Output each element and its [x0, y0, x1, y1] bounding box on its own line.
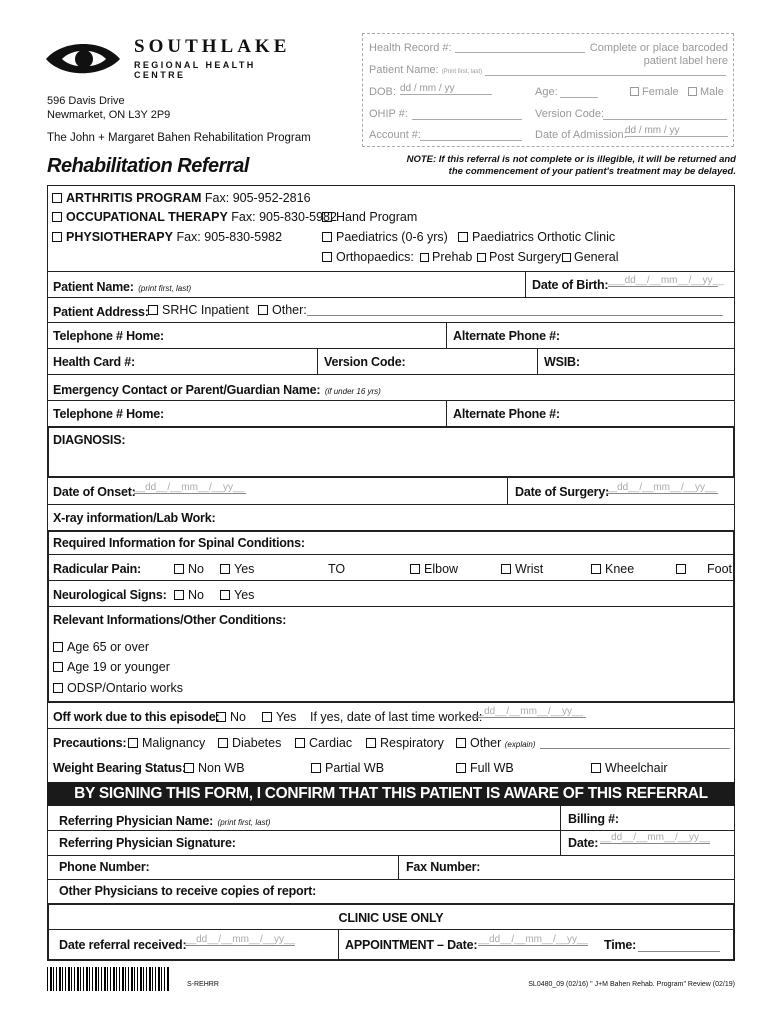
received-label: Date referral received: — [59, 938, 187, 952]
srhc-inpatient-option[interactable] — [148, 303, 249, 317]
billing-label: Billing #: — [568, 812, 619, 826]
label-female[interactable] — [630, 86, 679, 98]
respiratory-checkbox[interactable] — [366, 738, 376, 748]
paeds-program[interactable] — [322, 230, 448, 244]
emergency-hint: (if under 16 yrs) — [324, 387, 381, 396]
paeds-checkbox[interactable] — [322, 232, 332, 242]
partialwb-checkbox[interactable] — [311, 763, 321, 773]
paeds-orthotic-checkbox[interactable] — [458, 232, 468, 242]
age65-checkbox[interactable] — [53, 642, 63, 652]
label-female-text: Female — [642, 86, 679, 98]
other-physicians-label: Other Physicians to receive copies of report: — [59, 884, 317, 898]
label-account-line — [420, 140, 522, 141]
divider — [47, 271, 735, 272]
divider — [49, 606, 733, 607]
barcode-icon — [47, 967, 169, 991]
partialwb-option[interactable] — [311, 761, 384, 775]
divider — [47, 879, 735, 880]
label-admission: Date of Admission: — [535, 129, 627, 141]
other-address-label: Other: — [272, 303, 307, 317]
clinic-title: CLINIC USE ONLY — [338, 911, 444, 925]
alt-phone2-label: Alternate Phone #: — [453, 407, 560, 421]
offwork-yes-label: Yes — [276, 710, 297, 724]
radicular-no-checkbox[interactable] — [174, 564, 184, 574]
ifyes-label: If yes, date of last time worked: — [310, 710, 483, 724]
diabetes-label: Diabetes — [232, 736, 282, 750]
label-ohip: OHIP #: — [369, 108, 408, 120]
neuro-no-checkbox[interactable] — [174, 590, 184, 600]
dob-label: Date of Birth: — [532, 278, 609, 292]
label-patient-name — [369, 64, 482, 76]
other-address-option[interactable] — [258, 303, 307, 317]
hand-checkbox[interactable] — [322, 212, 332, 222]
to-label: TO — [328, 562, 346, 576]
surgery-field[interactable]: __dd__/__mm__/__yy__ — [606, 482, 717, 493]
alt-phone-label: Alternate Phone #: — [453, 329, 560, 343]
label-male[interactable] — [688, 86, 724, 98]
fullwb-label: Full WB — [470, 761, 514, 775]
ortho-label: Orthopaedics: — [336, 250, 414, 264]
odsp-option[interactable] — [53, 681, 183, 695]
logo-name-bottom: REGIONAL HEALTH CENTRE — [134, 60, 256, 80]
paeds-orthotic-label: Paediatrics Orthotic Clinic — [472, 230, 616, 244]
offwork-no[interactable] — [216, 710, 246, 724]
label-account: Account #: — [369, 129, 421, 141]
label-version: Version Code: — [535, 108, 605, 120]
address-block — [47, 94, 170, 122]
general-checkbox[interactable] — [562, 253, 571, 262]
address-line1: 596 Davis Drive — [47, 95, 125, 107]
age19-label: Age 19 or younger — [67, 660, 170, 674]
version-code-label: Version Code: — [324, 355, 406, 369]
post-surgery-option[interactable] — [477, 250, 561, 264]
time-field[interactable] — [638, 951, 720, 952]
fullwb-checkbox[interactable] — [456, 763, 466, 773]
health-record-line — [455, 52, 585, 53]
elbow-option[interactable] — [410, 562, 458, 576]
health-card-label: Health Card #: — [53, 355, 135, 369]
divider — [47, 855, 735, 856]
divider — [49, 580, 733, 581]
eye-logo-icon — [44, 34, 122, 84]
address-line2: Newmarket, ON L3Y 2P9 — [47, 109, 171, 121]
neuro-no-label: No — [188, 588, 204, 602]
other-address-checkbox[interactable] — [258, 305, 268, 315]
patient-name-text: Patient Name: — [53, 280, 134, 294]
diabetes-option[interactable] — [218, 736, 281, 750]
program-ot[interactable] — [52, 210, 337, 224]
onset-label: Date of Onset: — [53, 485, 136, 499]
received-field[interactable]: __dd__/__mm__/__yy__ — [185, 934, 296, 945]
offwork-label: Off work due to this episode: — [53, 710, 220, 724]
patient-address-label: Patient Address: — [53, 305, 149, 319]
other-precaution-option[interactable] — [456, 736, 535, 750]
age19-checkbox[interactable] — [53, 662, 63, 672]
divider — [47, 728, 735, 729]
prehab-checkbox[interactable] — [420, 253, 429, 262]
divider — [47, 348, 735, 349]
srhc-checkbox[interactable] — [148, 305, 158, 315]
cardiac-option[interactable] — [295, 736, 352, 750]
paeds-orthotic[interactable] — [458, 230, 615, 244]
vsep — [525, 272, 526, 297]
vsep — [317, 349, 318, 374]
program-physio[interactable] — [52, 230, 282, 244]
wheelchair-label: Wheelchair — [605, 761, 668, 775]
program-name: The John + Margaret Bahen Rehabilitation Program — [47, 132, 311, 144]
radicular-yes-checkbox[interactable] — [220, 564, 230, 574]
spinal-label: Required Information for Spinal Conditions: — [53, 536, 305, 550]
ot-fax: Fax: 905-830-5982 — [231, 210, 337, 224]
nonwb-label: Non WB — [198, 761, 245, 775]
ortho-checkbox[interactable] — [322, 252, 332, 262]
general-option[interactable] — [562, 250, 618, 264]
divider — [47, 830, 735, 831]
knee-checkbox[interactable] — [591, 564, 601, 574]
knee-option[interactable] — [591, 562, 634, 576]
vsep — [560, 806, 561, 856]
paeds-label: Paediatrics (0-6 yrs) — [336, 230, 448, 244]
respiratory-option[interactable] — [366, 736, 444, 750]
diagnosis-label: DIAGNOSIS: — [53, 433, 126, 447]
wrist-checkbox[interactable] — [501, 564, 511, 574]
label-patient-name-hint: (Print first, last) — [441, 69, 483, 75]
wrist-label: Wrist — [515, 562, 544, 576]
prehab-option[interactable] — [420, 250, 472, 264]
neuro-no[interactable] — [174, 588, 204, 602]
form-code: S-REHRR — [187, 981, 219, 988]
male-checkbox[interactable] — [688, 87, 697, 96]
other-precaution-label: Other — [470, 736, 502, 750]
odsp-label: ODSP/Ontario works — [67, 681, 184, 695]
offwork-no-checkbox[interactable] — [216, 712, 226, 722]
arthritis-checkbox[interactable] — [52, 193, 62, 203]
label-ohip-line — [412, 119, 522, 120]
fullwb-option[interactable] — [456, 761, 514, 775]
label-male-text: Male — [700, 86, 724, 98]
form-title: Rehabilitation Referral — [47, 155, 249, 177]
patient-address-row — [53, 303, 149, 321]
patient-name-hint: (print first, last) — [138, 284, 192, 293]
hand-label: Hand Program — [336, 210, 418, 224]
offwork-yes[interactable] — [262, 710, 296, 724]
tel-home-label: Telephone # Home: — [53, 329, 164, 343]
physio-fax: Fax: 905-830-5982 — [176, 230, 283, 244]
fax-label: Fax Number: — [406, 860, 481, 874]
radicular-yes[interactable] — [220, 562, 254, 576]
cardiac-checkbox[interactable] — [295, 738, 305, 748]
physio-checkbox[interactable] — [52, 232, 62, 242]
nonwb-option[interactable] — [184, 761, 245, 775]
age65-option[interactable] — [53, 640, 149, 654]
health-record-label: Health Record #: — [369, 42, 452, 54]
radicular-no-label: No — [188, 562, 204, 576]
last-worked-field[interactable]: __dd__/__mm__/__yy__ — [473, 706, 586, 718]
surgery-label: Date of Surgery: — [515, 485, 610, 499]
prehab-label: Prehab — [432, 250, 473, 264]
hand-program[interactable] — [322, 210, 417, 224]
other-address-input[interactable] — [307, 315, 723, 316]
vsep — [446, 323, 447, 348]
dob-field[interactable]: ___dd__/__mm__/__yy__ — [608, 275, 724, 286]
label-patient-name-line — [485, 75, 726, 76]
radicular-label: Radicular Pain: — [53, 562, 141, 576]
patient-name-label — [53, 278, 191, 296]
ot-label: OCCUPATIONAL THERAPY — [66, 210, 228, 224]
logo-name-top: SOUTHLAKE — [134, 36, 291, 57]
arthritis-fax: Fax: 905-952-2816 — [204, 191, 311, 205]
physician-date-label: Date: — [568, 836, 599, 850]
phone-label: Phone Number: — [59, 860, 150, 874]
foot-option[interactable] — [676, 562, 690, 576]
label-patient-name-text: Patient Name: — [369, 64, 439, 76]
divider — [47, 297, 735, 298]
program-arthritis[interactable] — [52, 191, 311, 205]
malignancy-option[interactable] — [128, 736, 205, 750]
radicular-yes-label: Yes — [234, 562, 255, 576]
neuro-label: Neurological Signs: — [53, 588, 167, 602]
age65-label: Age 65 or over — [67, 640, 149, 654]
divider — [47, 374, 735, 375]
divider — [47, 322, 735, 323]
consent-banner: BY SIGNING THIS FORM, I CONFIRM THAT THIS PATIENT IS AWARE OF THIS REFERRAL — [47, 782, 735, 806]
divider — [47, 400, 735, 401]
nonwb-checkbox[interactable] — [184, 763, 194, 773]
vsep — [338, 930, 339, 959]
physician-name-hint: (print first, last) — [217, 818, 271, 827]
respiratory-label: Respiratory — [380, 736, 444, 750]
neuro-yes-checkbox[interactable] — [220, 590, 230, 600]
physician-date-field[interactable]: __dd__/__mm__/__yy__ — [600, 832, 711, 843]
label-age-line — [560, 97, 598, 98]
physio-label: PHYSIOTHERAPY — [66, 230, 173, 244]
malignancy-label: Malignancy — [142, 736, 206, 750]
vsep — [446, 401, 447, 426]
wrist-option[interactable] — [501, 562, 543, 576]
elbow-label: Elbow — [424, 562, 459, 576]
label-version-line — [603, 119, 727, 120]
foot-checkbox[interactable] — [676, 564, 686, 574]
physician-name-row — [59, 812, 270, 830]
neuro-yes-label: Yes — [234, 588, 255, 602]
wheelchair-checkbox[interactable] — [591, 763, 601, 773]
appointment-date-field[interactable]: __dd__/__mm__/__yy__ — [478, 934, 589, 945]
ot-checkbox[interactable] — [52, 212, 62, 222]
vsep — [398, 856, 399, 880]
signature-label: Referring Physician Signature: — [59, 836, 236, 850]
emergency-contact-row — [53, 381, 381, 399]
physician-name-label: Referring Physician Name: — [59, 814, 214, 828]
srhc-label: SRHC Inpatient — [162, 303, 249, 317]
offwork-no-label: No — [230, 710, 246, 724]
vsep — [507, 478, 508, 504]
label-dob-field[interactable]: dd / mm / yy — [400, 83, 492, 95]
other-precaution-input[interactable] — [540, 748, 730, 749]
divider — [47, 504, 735, 505]
appointment-label: APPOINTMENT – Date: — [345, 938, 478, 952]
odsp-checkbox[interactable] — [53, 683, 63, 693]
diagnosis-box[interactable] — [47, 426, 735, 478]
relevant-label: Relevant Informations/Other Conditions: — [53, 613, 287, 627]
elbow-checkbox[interactable] — [410, 564, 420, 574]
partialwb-label: Partial WB — [325, 761, 385, 775]
time-label: Time: — [604, 938, 637, 952]
general-label: General — [574, 250, 619, 264]
revision-note: SL0480_09 (02/16) " J+M Bahen Rehab. Program" Review (02/19) — [528, 981, 735, 988]
onset-field[interactable]: __dd__/__mm__/__yy__ — [134, 482, 245, 493]
knee-label: Knee — [605, 562, 635, 576]
barcode-note: Complete or place barcoded patient label here — [589, 42, 728, 67]
other-precaution-hint: (explain) — [504, 740, 536, 749]
post-surgery-checkbox[interactable] — [477, 253, 486, 262]
radicular-no[interactable] — [174, 562, 204, 576]
wsib-label: WSIB: — [544, 355, 580, 369]
malignancy-checkbox[interactable] — [128, 738, 138, 748]
vsep — [537, 349, 538, 374]
wb-label: Weight Bearing Status: — [53, 761, 186, 775]
other-precaution-checkbox[interactable] — [456, 738, 466, 748]
xray-label: X-ray information/Lab Work: — [53, 511, 216, 525]
incomplete-note: NOTE: If this referral is not complete or is illegible, it will be returned and the commencement of your patient's treatment may be delayed. — [406, 154, 736, 177]
wheelchair-option[interactable] — [591, 761, 668, 775]
divider — [49, 929, 733, 930]
cardiac-label: Cardiac — [309, 736, 353, 750]
arthritis-label: ARTHRITIS PROGRAM — [66, 191, 202, 205]
logo — [44, 34, 304, 84]
diabetes-checkbox[interactable] — [218, 738, 228, 748]
ortho-program[interactable] — [322, 250, 414, 264]
divider — [49, 554, 733, 555]
post-surgery-label: Post Surgery — [489, 250, 562, 264]
foot-label: Foot — [707, 562, 733, 576]
tel-home2-label: Telephone # Home: — [53, 407, 164, 421]
age19-option[interactable] — [53, 660, 170, 674]
emergency-label: Emergency Contact or Parent/Guardian Name: — [53, 383, 321, 397]
offwork-yes-checkbox[interactable] — [262, 712, 272, 722]
label-admission-field[interactable]: dd / mm / yy — [625, 125, 728, 137]
neuro-yes[interactable] — [220, 588, 254, 602]
label-age: Age: — [535, 86, 558, 98]
label-dob: DOB: — [369, 86, 396, 98]
female-checkbox[interactable] — [630, 87, 639, 96]
precautions-label: Precautions: — [53, 736, 127, 750]
